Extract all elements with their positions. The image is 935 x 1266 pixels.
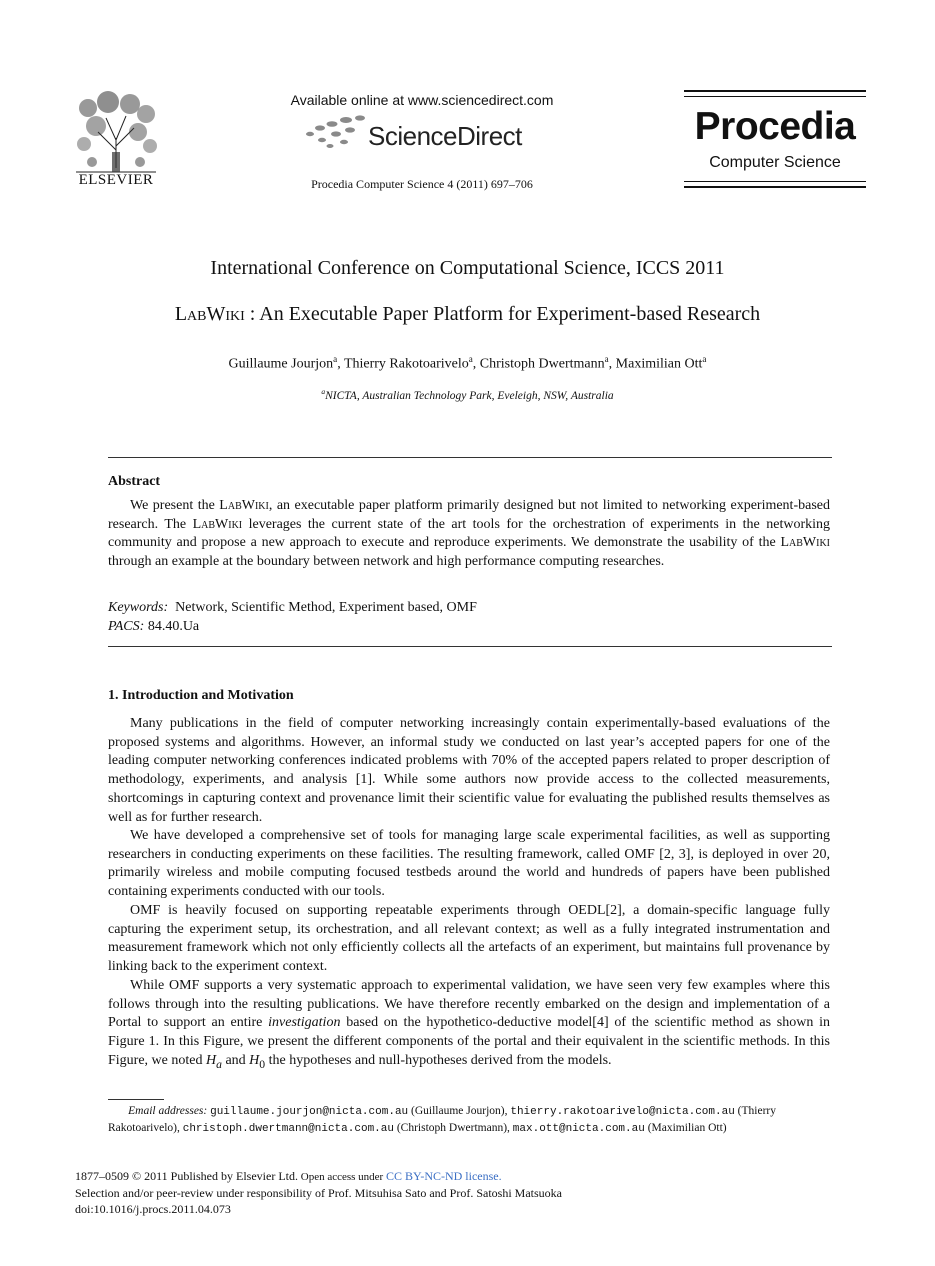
copyright-line: 1877–0509 © 2011 Published by Elsevier Ltd. Open access under CC BY-NC-ND license.: [75, 1169, 502, 1183]
sciencedirect-wordmark: ScienceDirect: [368, 121, 522, 151]
affil-mark: a: [333, 354, 338, 364]
pacs: [108, 618, 830, 637]
section-heading: 1. Introduction and Motivation: [108, 688, 294, 703]
procedia-bottom-rule-thin: [684, 181, 866, 182]
body-paragraph: Many publications in the field of computer networking increasingly contain experimentally-based evaluations of the proposed systems and algorithms. However, an informal study we conducted on last year’s accepted papers for one of the leading computer networking conferences indicated problems with 70% of the accepted papers related to proper description of methodology, experiments, and analysis [1]. While some authors now provide access to the collected measurements, shortcomings in capturing context and provenance limit their scientific value for evaluating the published results themselves as well as for further research.: [108, 716, 830, 825]
body-paragraph: We have developed a comprehensive set of tools for managing large scale experimental facilities, as well as supporting researchers in conducting experiments on these facilities. The resulting framework, called OMF [2, 3], is deployed in over 20, primarily wireless and mobile computing focused testbeds around the world and hundreds of papers have been published containing experiments conducted with our tools.: [108, 828, 830, 900]
abstract-top-rule: [108, 457, 832, 458]
email-footnote: Email addresses: guillaume.jourjon@nicta.com.au (Guillaume Jourjon), thierry.rakotoarivelo@nicta.com.au (Thierry Rakotoarivelo), christoph.dwertmann@nicta.com.au (Christoph Dwertmann), max.ott@nicta.com.au (Maximilian Ott): [108, 1105, 776, 1135]
affiliation: [0, 387, 935, 402]
affil-mark: a: [321, 387, 326, 396]
procedia-bottom-rule: [684, 186, 866, 188]
available-online-text: Available online at www.sciencedirect.com: [290, 92, 554, 108]
affil-mark: a: [702, 354, 707, 364]
pacs-value: 84.40.Ua: [147, 619, 200, 634]
doi-line: doi:10.1016/j.procs.2011.04.073: [75, 1202, 231, 1216]
author-name: Christoph Dwertmann: [479, 356, 605, 372]
email-address[interactable]: max.ott@nicta.com.au: [512, 1123, 645, 1135]
affil-mark: a: [468, 354, 473, 364]
email-address[interactable]: christoph.dwertmann@nicta.com.au: [182, 1123, 394, 1135]
affil-mark: a: [604, 354, 609, 364]
abstract-bottom-rule: [108, 646, 832, 647]
license-link[interactable]: CC BY-NC-ND license.: [385, 1169, 502, 1183]
body-paragraph: OMF is heavily focused on supporting repeatable experiments through OEDL[2], a domain-specific language fully capturing the experiment setup, its orchestration, and all relevant context; as well as a fully integrated instrumentation and measurement framework which not only efficiently collects all the artefacts of an experiment, but maintains full provenance by linking back to the experiment context.: [108, 903, 830, 975]
procedia-subtitle: Computer Science: [709, 154, 841, 171]
elsevier-wordmark: ELSEVIER: [78, 172, 154, 188]
procedia-top-rule-thin: [684, 96, 866, 97]
author-name: Maximilian Ott: [615, 356, 703, 372]
paper-title: [0, 303, 935, 326]
affiliation-text: NICTA, Australian Technology Park, Eveleigh, NSW, Australia: [325, 389, 614, 402]
procedia-title: Procedia: [694, 105, 856, 148]
email-label: Email addresses:: [128, 1105, 208, 1117]
peer-review-line: Selection and/or peer-review under responsibility of Prof. Mitsuhisa Sato and Prof. Satoshi Matsuoka: [75, 1186, 563, 1200]
footnote-rule: [108, 1099, 164, 1100]
author-list: Guillaume Jourjon$^a$, Thierry Rakotoarivelo$^a$, Christoph Dwertmann$^a$, Maximilian Ott$^a$: [228, 354, 707, 372]
keywords-value: Network, Scientific Method, Experiment based, OMF: [175, 600, 477, 615]
conference-name: International Conference on Computational Science, ICCS 2011: [210, 257, 725, 279]
journal-reference: Procedia Computer Science 4 (2011) 697–706: [311, 177, 533, 191]
title-rest: : An Executable Paper Platform for Experiment-based Research: [244, 303, 761, 325]
author-name: Thierry Rakotoarivelo: [343, 356, 469, 372]
author-name: Guillaume Jourjon: [228, 356, 334, 372]
email-address[interactable]: thierry.rakotoarivelo@nicta.com.au: [510, 1106, 735, 1118]
body-paragraph: While OMF supports a very systematic approach to experimental validation, we have seen very few examples where this follows through into the resulting publications. We have therefore recently embarked on the design and implementation of a Portal to support an entire investigation based on the hypothetico-deductive model[4] of the scientific method as shown in Figure 1. In this Figure, we present the different components of the portal and their equivalent in the scientific methods. In this Figure, we noted $H_a$ and $H_0$ the hypotheses and null-hypotheses derived from the models.: [108, 978, 830, 1071]
keywords: [108, 599, 830, 618]
abstract-heading: Abstract: [108, 474, 161, 489]
keywords-label: Keywords:: [108, 600, 169, 615]
page-footer: [75, 1168, 775, 1217]
title-labwiki: LabWiki: [174, 303, 245, 325]
procedia-logo: [684, 90, 866, 188]
procedia-top-rule: [684, 90, 866, 92]
pacs-label: PACS:: [108, 619, 145, 634]
email-address[interactable]: guillaume.jourjon@nicta.com.au: [210, 1106, 409, 1118]
abstract-text: We present the LabWiki, an executable paper platform primarily designed but not limited to networking experiment-based research. The LabWiki leverages the current state of the art tools for the orchestration of experiments in the networking community and propose a new approach to execute and reproduce experiments. We demonstrate the usability of the LabWiki through an example at the boundary between network and high performance computing researches.: [108, 498, 830, 570]
